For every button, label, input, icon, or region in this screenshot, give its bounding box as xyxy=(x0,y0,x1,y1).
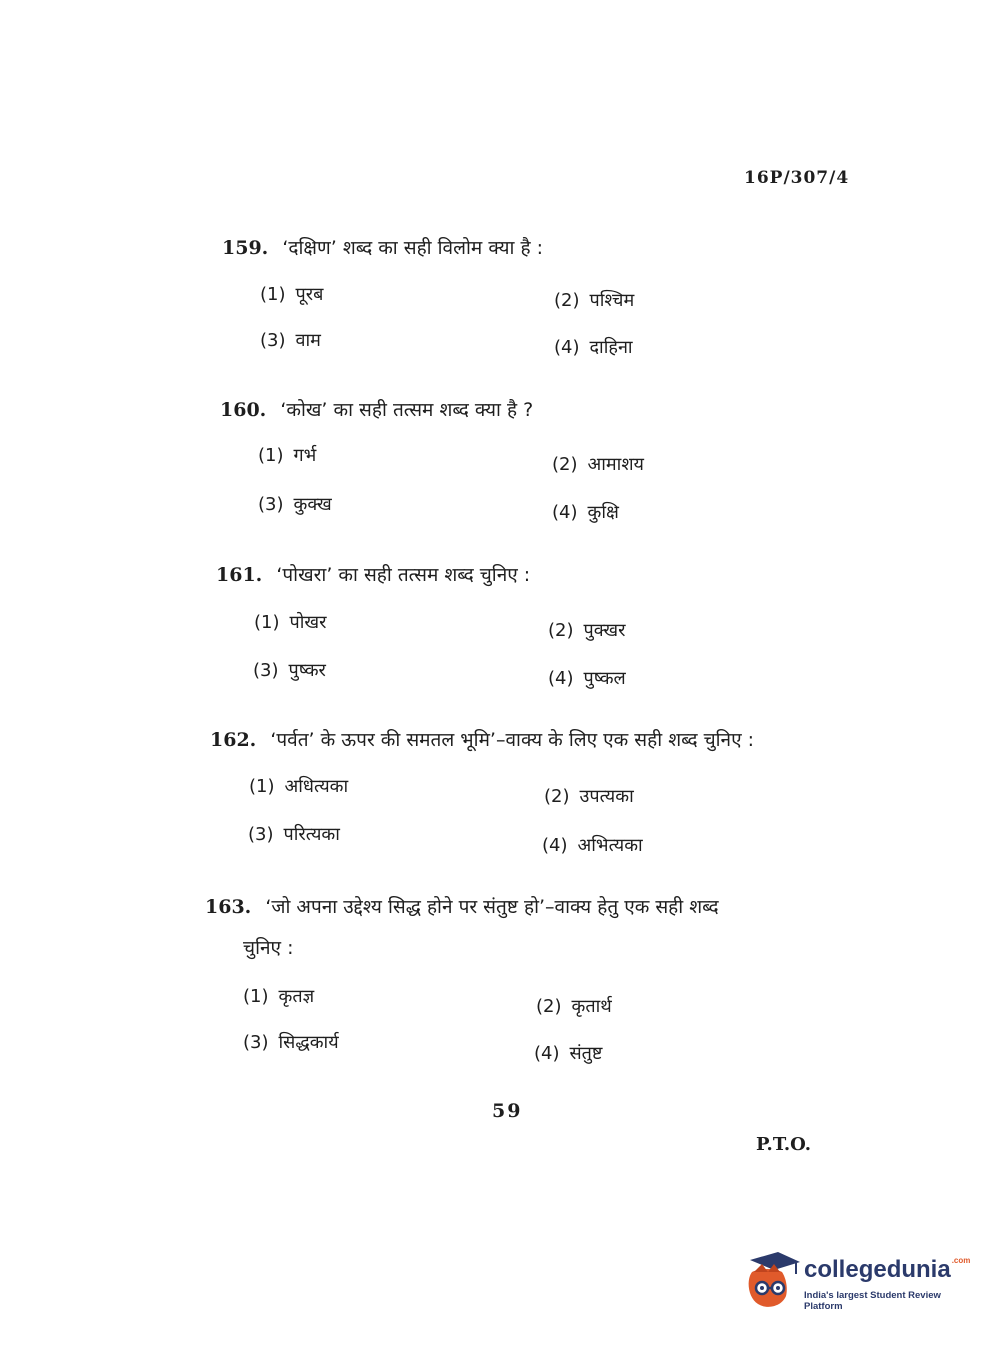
question-text: ‘पर्वत’ के ऊपर की समतल भूमि’–वाक्य के लिए एक सही शब्द चुनिए : xyxy=(270,729,755,751)
option-2 xyxy=(548,618,626,642)
option-text: पोखर xyxy=(289,612,327,633)
option-text: पुष्कल xyxy=(583,668,626,689)
option-number: (3) xyxy=(248,824,274,845)
question-text-continued: चुनिए : xyxy=(243,937,294,959)
question-text: ‘दक्षिण’ शब्द का सही विलोम क्या है : xyxy=(282,237,544,259)
option-2 xyxy=(552,452,644,476)
option-number: (4) xyxy=(552,502,578,523)
option-number: (3) xyxy=(253,660,279,681)
question-stem xyxy=(220,396,533,422)
option-number: (4) xyxy=(542,835,568,856)
option-3 xyxy=(248,822,340,846)
option-number: (2) xyxy=(548,620,574,641)
option-3 xyxy=(253,658,326,682)
option-3 xyxy=(260,328,321,352)
option-text: कुक्षि xyxy=(587,502,619,523)
option-number: (4) xyxy=(534,1043,560,1064)
question-stem xyxy=(222,234,543,260)
question-text: ‘जो अपना उद्देश्य सिद्ध होने पर संतुष्ट हो’–वाक्य हेतु एक सही शब्द xyxy=(265,896,719,918)
option-text: अभित्यका xyxy=(577,835,643,856)
option-1 xyxy=(254,610,326,634)
brand-name xyxy=(804,1256,970,1284)
question-stem xyxy=(205,893,719,919)
option-3 xyxy=(258,492,332,516)
option-text: अधित्यका xyxy=(284,776,349,797)
brand-text: collegedunia xyxy=(804,1256,951,1283)
option-text: परित्यका xyxy=(283,824,340,845)
question-stem xyxy=(216,561,530,587)
option-text: आमाशय xyxy=(587,454,645,475)
option-1 xyxy=(243,984,314,1008)
option-1 xyxy=(260,282,323,306)
question-number: 160. xyxy=(220,399,267,421)
page-number: 59 xyxy=(492,1100,523,1122)
option-number: (3) xyxy=(260,330,286,351)
option-2 xyxy=(544,784,634,808)
option-text: कृतार्थ xyxy=(571,996,612,1017)
question-text: ‘कोख’ का सही तत्सम शब्द क्या है ? xyxy=(280,399,534,421)
option-text: कुक्ख xyxy=(293,494,332,515)
brand-domain: .com xyxy=(951,1256,971,1265)
brand-tagline: India's largest Student Review Platform xyxy=(804,1290,941,1312)
option-text: गर्भ xyxy=(293,445,317,466)
option-1 xyxy=(249,774,348,798)
option-text: पुष्कर xyxy=(288,660,326,681)
option-text: दाहिना xyxy=(589,337,633,358)
option-4 xyxy=(542,833,643,857)
option-2 xyxy=(536,994,612,1018)
option-number: (3) xyxy=(258,494,284,515)
option-number: (4) xyxy=(548,668,574,689)
option-2 xyxy=(554,288,634,312)
paper-code: 16P/307/4 xyxy=(744,168,850,188)
option-number: (2) xyxy=(554,290,580,311)
option-number: (2) xyxy=(544,786,570,807)
option-4 xyxy=(534,1041,602,1065)
question-number: 163. xyxy=(205,896,252,918)
collegedunia-watermark xyxy=(742,1250,972,1312)
option-number: (1) xyxy=(258,445,284,466)
question-stem xyxy=(210,726,754,752)
option-text: वाम xyxy=(295,330,321,351)
option-text: पश्चिम xyxy=(589,290,635,311)
question-number: 159. xyxy=(222,237,269,259)
option-text: संतुष्ट xyxy=(569,1043,603,1064)
option-text: उपत्यका xyxy=(579,786,634,807)
question-number: 162. xyxy=(210,729,257,751)
option-4 xyxy=(548,666,626,690)
option-number: (3) xyxy=(243,1032,269,1053)
graduate-face-icon xyxy=(742,1250,802,1310)
option-4 xyxy=(552,500,619,524)
option-number: (1) xyxy=(260,284,286,305)
option-number: (1) xyxy=(243,986,269,1007)
option-number: (1) xyxy=(249,776,275,797)
option-text: पुक्खर xyxy=(583,620,626,641)
pto-label: P.T.O. xyxy=(756,1134,812,1155)
option-3 xyxy=(243,1030,339,1054)
option-text: कृतज्ञ xyxy=(278,986,315,1007)
option-number: (2) xyxy=(552,454,578,475)
option-text: पूरब xyxy=(295,284,324,305)
option-number: (2) xyxy=(536,996,562,1017)
option-number: (4) xyxy=(554,337,580,358)
option-4 xyxy=(554,335,633,359)
question-number: 161. xyxy=(216,564,263,586)
option-text: सिद्धकार्य xyxy=(278,1032,339,1053)
option-number: (1) xyxy=(254,612,280,633)
question-text: ‘पोखरा’ का सही तत्सम शब्द चुनिए : xyxy=(276,564,531,586)
option-1 xyxy=(258,443,316,467)
